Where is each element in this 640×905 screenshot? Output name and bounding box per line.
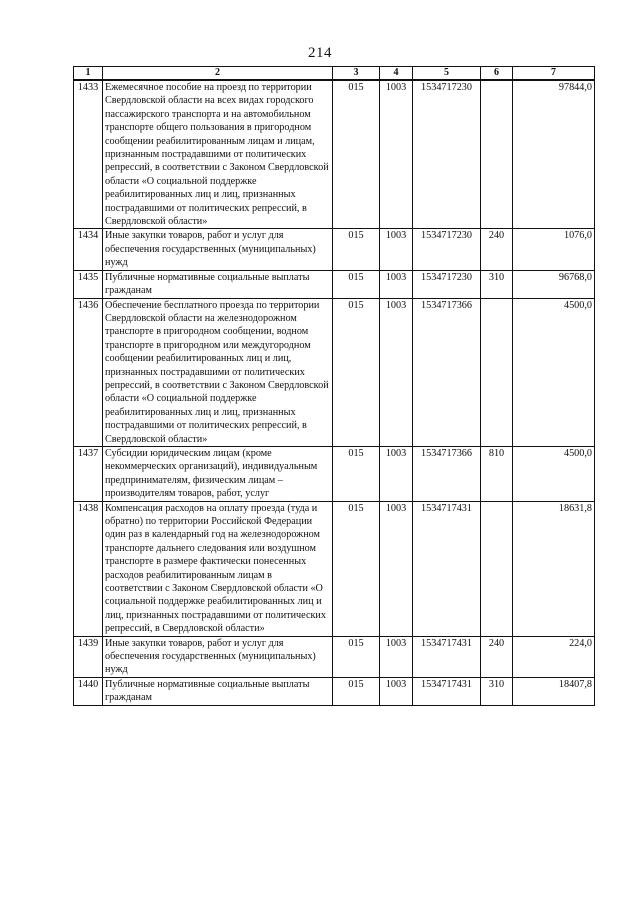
column-header-1: 1 [74, 67, 103, 81]
row-col3-cell: 015 [333, 80, 380, 229]
table-row [74, 446, 595, 501]
row-col3-cell: 015 [333, 298, 380, 446]
row-col5-cell: 1534717366 [413, 446, 481, 501]
row-amount-cell: 4500,0 [513, 298, 595, 446]
column-header-6: 6 [481, 67, 513, 81]
row-col3-cell: 015 [333, 501, 380, 636]
row-description-cell: Ежемесячное пособие на проезд по территории Свердловской области на всех видах городского пассажирского транспорта и на автомобильном транспорте общего пользования в пригородном сообщении реабилитированным лицам и лицам, признанным пострадавшими от политических репрессий, в соответствии с Законом Свердловской области «О социальной поддержке реабилитированных лиц и лиц, признанных пострадавшими от политических репрессий, в Свердловской области» [103, 80, 333, 229]
row-col4-cell: 1003 [380, 270, 413, 298]
row-col4-cell: 1003 [380, 636, 413, 677]
row-col5-cell: 1534717230 [413, 80, 481, 229]
row-col5-cell: 1534717230 [413, 270, 481, 298]
row-description-cell: Публичные нормативные социальные выплаты гражданам [103, 677, 333, 705]
row-number-cell: 1437 [74, 446, 103, 501]
row-amount-cell: 4500,0 [513, 446, 595, 501]
table-row [74, 229, 595, 270]
row-number-cell: 1440 [74, 677, 103, 705]
row-amount-cell: 96768,0 [513, 270, 595, 298]
row-col4-cell: 1003 [380, 501, 413, 636]
table-row [74, 677, 595, 705]
row-description-cell: Иные закупки товаров, работ и услуг для обеспечения государственных (муниципальных) нужд [103, 636, 333, 677]
row-col6-cell [481, 298, 513, 446]
row-amount-cell: 1076,0 [513, 229, 595, 270]
row-description-cell: Субсидии юридическим лицам (кроме некоммерческих организаций), индивидуальным предпринимателям, физическим лицам – производителям товаров, работ, услуг [103, 446, 333, 501]
row-description-cell: Публичные нормативные социальные выплаты гражданам [103, 270, 333, 298]
table-header-row [74, 67, 595, 81]
table-row [74, 501, 595, 636]
table-row [74, 270, 595, 298]
row-col3-cell: 015 [333, 270, 380, 298]
row-col4-cell: 1003 [380, 446, 413, 501]
row-description-cell: Иные закупки товаров, работ и услуг для обеспечения государственных (муниципальных) нужд [103, 229, 333, 270]
row-col6-cell: 810 [481, 446, 513, 501]
table-row [74, 636, 595, 677]
row-col6-cell: 310 [481, 677, 513, 705]
row-col6-cell: 310 [481, 270, 513, 298]
row-col5-cell: 1534717431 [413, 677, 481, 705]
row-col4-cell: 1003 [380, 80, 413, 229]
row-col6-cell: 240 [481, 636, 513, 677]
column-header-7: 7 [513, 67, 595, 81]
row-col6-cell [481, 501, 513, 636]
row-col4-cell: 1003 [380, 298, 413, 446]
row-number-cell: 1438 [74, 501, 103, 636]
row-number-cell: 1434 [74, 229, 103, 270]
row-col3-cell: 015 [333, 677, 380, 705]
budget-table [73, 66, 595, 706]
row-col5-cell: 1534717431 [413, 636, 481, 677]
row-col4-cell: 1003 [380, 677, 413, 705]
row-description-cell: Обеспечение бесплатного проезда по территории Свердловской области на железнодорожном транспорте в пригородном сообщении, водном транспорте в пригородном или междугородном сообщении реабилитированных лиц и лиц, признанных пострадавшими от политических репрессий, в соответствии с Законом Свердловской области «О социальной поддержке реабилитированных лиц и лиц, признанных пострадавшими от политических репрессий, в Свердловской области» [103, 298, 333, 446]
row-number-cell: 1436 [74, 298, 103, 446]
table-row [74, 80, 595, 229]
table-row [74, 298, 595, 446]
row-number-cell: 1435 [74, 270, 103, 298]
row-col3-cell: 015 [333, 446, 380, 501]
row-number-cell: 1439 [74, 636, 103, 677]
row-col4-cell: 1003 [380, 229, 413, 270]
row-col3-cell: 015 [333, 636, 380, 677]
row-amount-cell: 224,0 [513, 636, 595, 677]
column-header-4: 4 [380, 67, 413, 81]
row-col5-cell: 1534717431 [413, 501, 481, 636]
row-amount-cell: 18631,8 [513, 501, 595, 636]
row-col6-cell: 240 [481, 229, 513, 270]
row-col3-cell: 015 [333, 229, 380, 270]
row-number-cell: 1433 [74, 80, 103, 229]
column-header-3: 3 [333, 67, 380, 81]
column-header-5: 5 [413, 67, 481, 81]
row-col6-cell [481, 80, 513, 229]
page-number: 214 [308, 45, 332, 61]
row-amount-cell: 18407,8 [513, 677, 595, 705]
row-col5-cell: 1534717230 [413, 229, 481, 270]
row-description-cell: Компенсация расходов на оплату проезда (туда и обратно) по территории Российской Федерации один раз в календарный год на железнодорожном транспорте дальнего следования или воздушном транспорте в размере фактически понесенных расходов реабилитированным лицам в соответствии с Законом Свердловской области «О социальной поддержке реабилитированных лиц и лиц, признанных пострадавшими от политических репрессий, в Свердловской области» [103, 501, 333, 636]
row-amount-cell: 97844,0 [513, 80, 595, 229]
column-header-2: 2 [103, 67, 333, 81]
row-col5-cell: 1534717366 [413, 298, 481, 446]
